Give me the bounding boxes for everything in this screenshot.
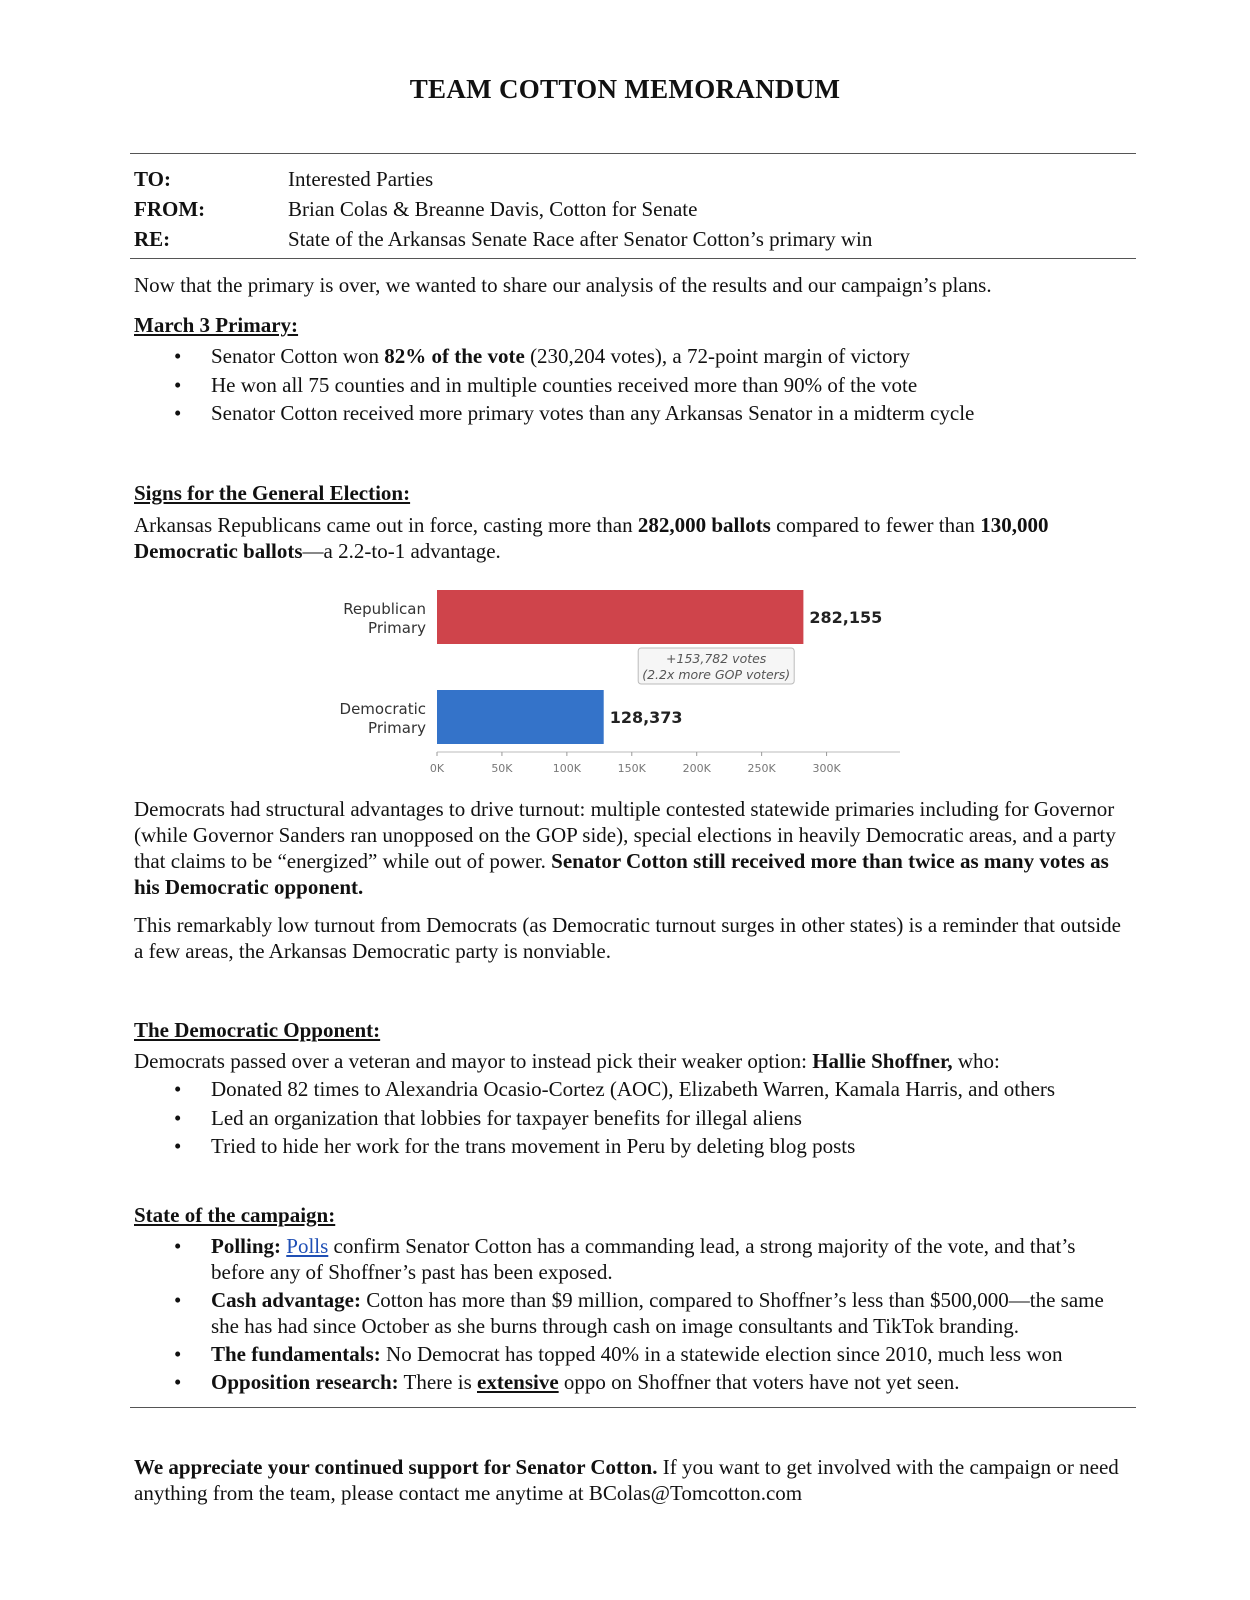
x-tick-label: 100K bbox=[552, 762, 581, 775]
list-item: • Polling: Polls confirm Senator Cotton has a commanding lead, a strong majority of the vote, and that’s before any of Shoffner’s past has been exposed. bbox=[134, 1233, 1134, 1285]
x-tick-label: 250K bbox=[747, 762, 776, 775]
category-label: Republican bbox=[343, 600, 426, 618]
campaign-bullets bbox=[134, 1233, 1134, 1397]
category-label: Democratic bbox=[339, 700, 426, 718]
polls-link[interactable]: Polls bbox=[286, 1234, 329, 1258]
x-tick-label: 200K bbox=[682, 762, 711, 775]
list-item: • Cash advantage: Cotton has more than $9 million, compared to Shoffner’s less than $500,000—the same she has had since October as she burns through cash on image consultants and TikTok branding. bbox=[134, 1287, 1134, 1339]
general-paragraph-3: This remarkably low turnout from Democrats (as Democratic turnout surges in other states) is a reminder that outside a few areas, the Arkansas Democratic party is nonviable. bbox=[134, 913, 1121, 963]
from-label: FROM: bbox=[134, 197, 206, 221]
general-paragraph-1: Arkansas Republicans came out in force, casting more than 282,000 ballots compared to fewer than 130,000 Democratic ballots—a 2.2-to-1 advantage. bbox=[134, 513, 1049, 563]
category-label: Primary bbox=[368, 619, 426, 637]
bar bbox=[437, 590, 803, 644]
category-label: Primary bbox=[368, 719, 426, 737]
header-top-rule bbox=[130, 153, 1136, 154]
general-paragraph-2: Democrats had structural advantages to drive turnout: multiple contested statewide primaries including for Governor (while Governor Sanders ran unopposed on the GOP side), special elections in heavily Democratic areas, and a party that claims to be “energized” while out of power. Senator Cotton still received more than twice as many votes as his Democratic opponent. bbox=[134, 797, 1116, 899]
bar-value-label: 128,373 bbox=[609, 708, 683, 727]
opponent-heading: The Democratic Opponent: bbox=[134, 1018, 381, 1042]
list-item: • Opposition research: There is extensive oppo on Shoffner that voters have not yet seen. bbox=[134, 1369, 1134, 1395]
x-tick-label: 300K bbox=[812, 762, 841, 775]
re-value: State of the Arkansas Senate Race after Senator Cotton’s primary win bbox=[288, 227, 873, 251]
list-item: • Tried to hide her work for the trans movement in Peru by deleting blog posts bbox=[134, 1132, 1134, 1161]
campaign-heading: State of the campaign: bbox=[134, 1203, 336, 1227]
x-tick-label: 50K bbox=[491, 762, 513, 775]
from-value: Brian Colas & Breanne Davis, Cotton for Senate bbox=[288, 197, 698, 221]
header-bottom-rule bbox=[130, 258, 1136, 259]
list-item: • Senator Cotton won 82% of the vote (230,204 votes), a 72-point margin of victory bbox=[134, 342, 1134, 371]
list-item: • Senator Cotton received more primary votes than any Arkansas Senator in a midterm cycle bbox=[134, 399, 1134, 428]
x-tick-label: 0K bbox=[429, 762, 445, 775]
opponent-intro: Democrats passed over a veteran and mayor to instead pick their weaker option: Hallie Shoffner, who: bbox=[134, 1049, 1000, 1073]
bar bbox=[437, 690, 604, 744]
to-label: TO: bbox=[134, 167, 171, 191]
memo-title: TEAM COTTON MEMORANDUM bbox=[409, 74, 841, 104]
primary-heading: March 3 Primary: bbox=[134, 313, 299, 337]
list-item: • Donated 82 times to Alexandria Ocasio-Cortez (AOC), Elizabeth Warren, Kamala Harris, and others bbox=[134, 1075, 1134, 1104]
primary-bullets bbox=[134, 342, 1134, 428]
bar-value-label: 282,155 bbox=[809, 608, 883, 627]
primary-votes-bar-chart bbox=[320, 588, 940, 798]
annotation-text: (2.2x more GOP voters) bbox=[642, 667, 791, 682]
list-item: • Led an organization that lobbies for taxpayer benefits for illegal aliens bbox=[134, 1104, 1134, 1133]
list-item: • He won all 75 counties and in multiple counties received more than 90% of the vote bbox=[134, 371, 1134, 400]
x-tick-label: 150K bbox=[617, 762, 646, 775]
intro-paragraph: Now that the primary is over, we wanted to share our analysis of the results and our campaign’s plans. bbox=[134, 273, 992, 297]
general-heading: Signs for the General Election: bbox=[134, 481, 411, 505]
closing-rule bbox=[130, 1407, 1136, 1408]
annotation-text: +153,782 votes bbox=[666, 651, 767, 666]
closing-paragraph: We appreciate your continued support for Senator Cotton. If you want to get involved with the campaign or need anything from the team, please contact me anytime at BColas@Tomcotton.com bbox=[134, 1455, 1119, 1505]
opponent-bullets bbox=[134, 1075, 1134, 1161]
re-label: RE: bbox=[134, 227, 171, 251]
to-value: Interested Parties bbox=[288, 167, 434, 191]
list-item: • The fundamentals: No Democrat has topped 40% in a statewide election since 2010, much less won bbox=[134, 1341, 1134, 1367]
